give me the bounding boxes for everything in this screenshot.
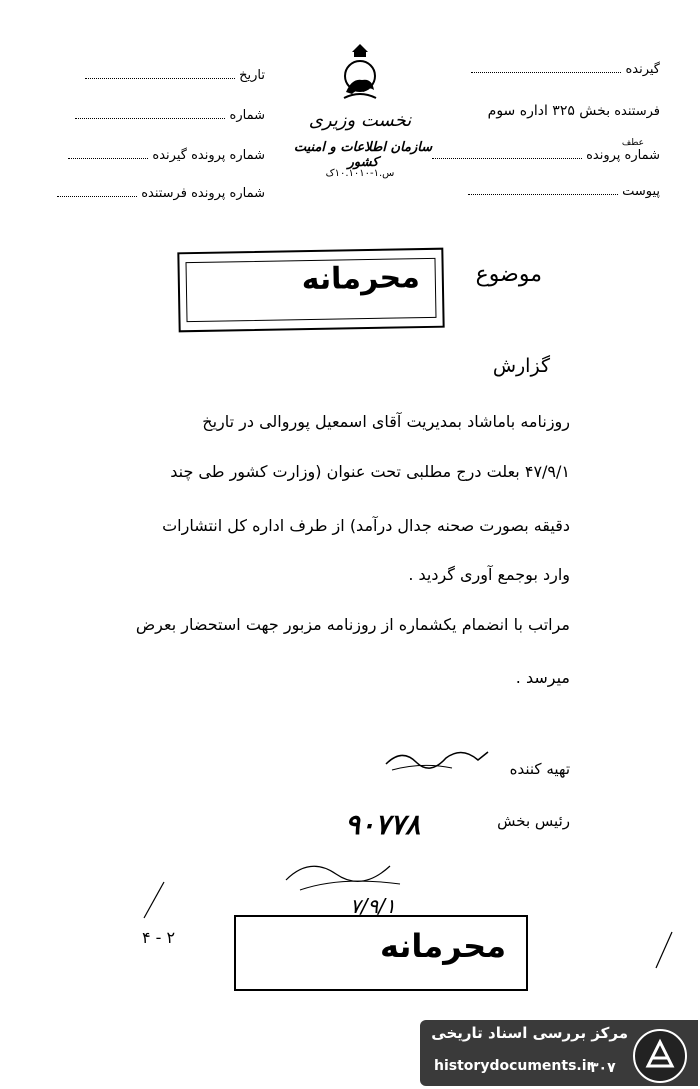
attachment-label: پیوست [622,184,660,199]
date-field [85,68,265,83]
dotted-line [68,148,148,159]
sender-value: بخش ۳۲۵ اداره سوم [487,103,611,119]
number-field [75,108,265,123]
report-line-5: مراتب با انضمام یکشماره از روزنامه مزبور جهت استحضار بعرض [135,615,570,634]
watermark-logo-icon [632,1028,688,1084]
dotted-line [57,186,137,197]
date-label: تاریخ [239,68,265,83]
watermark-page-number: ۳۰۷ [590,1060,616,1076]
head-label: رئیس بخش [497,812,570,830]
report-line-2: ۴۷/۹/۱ بعلت درج مطلبی تحت عنوان (وزارت کشور طی چند [170,462,570,481]
right-margin-mark [648,930,678,970]
stamp-text: محرمانه [301,260,421,298]
receiver-label: گیرنده [625,62,660,77]
dotted-line [432,148,582,159]
file-number-label: شماره پرونده [586,148,660,163]
file-number-sublabel: عطف [621,138,644,148]
report-title: گزارش [492,355,550,377]
confidential-stamp [177,248,444,333]
dotted-line [468,184,618,195]
number-label: شماره [229,108,265,123]
org-line-2: سازمان اطلاعات و امنیت کشور [293,140,433,170]
receiver-field [471,62,660,77]
watermark-site: historydocuments.ir [434,1058,594,1074]
margin-note: ۴ - ۲ [142,928,176,947]
handwritten-number: ۹۰۷۷۸ [345,808,421,841]
sender-label: فرستنده [614,104,660,119]
org-line-1: نخست وزیری [308,110,412,131]
org-code: س.۱-۱۰.۱۰۱۰ک [325,168,395,179]
report-line-6: میرسد . [515,668,570,687]
footer-stamp-text: محرمانه [379,927,506,965]
attachment-field [468,184,660,199]
report-line-4: وارد بوجمع آوری گردید . [408,565,570,584]
receiver-file-label: شماره پرونده گیرنده [152,148,265,163]
sender-file-field [57,186,265,201]
receiver-file-field [68,148,265,163]
preparer-label: تهیه کننده [509,760,570,778]
sender-field [488,103,660,119]
dotted-line [75,108,225,119]
report-line-3: دقیقه بصورت صحنه جدال درآمد) از طرف اداره کل انتشارات [162,516,570,535]
preparer-signature [382,742,492,776]
footer-confidential-stamp [234,915,528,991]
handwritten-date: ۷/۹/۱ [350,894,396,918]
head-signature [280,846,410,896]
margin-slash-mark [138,880,168,920]
dotted-line [471,62,621,73]
report-line-1: روزنامه باماشاد بمدیریت آقای اسمعیل پوروالی در تاریخ [202,412,570,431]
watermark-org-name: مرکز بررسی اسناد تاریخی [431,1024,628,1042]
file-number-field [432,148,660,163]
dotted-line [85,68,235,79]
lion-and-sun-emblem [332,42,388,104]
subject-label: موضوع [475,262,542,287]
sender-file-label: شماره پرونده فرستنده [141,186,265,201]
